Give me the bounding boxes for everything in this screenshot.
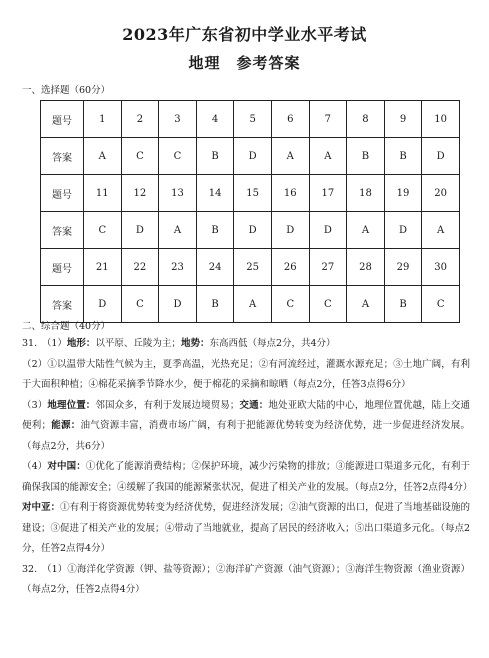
answer-cell: D: [234, 212, 272, 249]
question-number-cell: 4: [196, 101, 234, 138]
question-number-cell: 25: [234, 249, 272, 286]
question-number-cell: 13: [159, 175, 197, 212]
question-number-cell: 14: [196, 175, 234, 212]
answer-row: [41, 212, 460, 249]
answer-cell: A: [347, 286, 385, 323]
question-number-cell: 20: [422, 175, 460, 212]
answer-cell: C: [84, 212, 122, 249]
question-number-cell: 12: [121, 175, 159, 212]
answer-label: 答案: [41, 138, 84, 175]
answer-cell: A: [271, 138, 309, 175]
answer-cell: A: [309, 138, 347, 175]
answer-cell: C: [121, 138, 159, 175]
question-number-cell: 3: [159, 101, 197, 138]
answer-label: 答案: [41, 212, 84, 249]
section2-body: [22, 334, 473, 601]
answer-cell: B: [384, 286, 422, 323]
question-number-cell: 18: [347, 175, 385, 212]
answer-cell: A: [234, 286, 272, 323]
question-number-cell: 30: [422, 249, 460, 286]
answer-cell: D: [159, 286, 197, 323]
q32-part1: 32. （1）①海洋化学资源（钾、盐等资源）；②海洋矿产资源（油气资源）；③海洋生物资源（渔业资源）（每点2分，任答2点得4分）: [22, 563, 470, 595]
answer-cell: C: [422, 286, 460, 323]
answer-cell: D: [84, 286, 122, 323]
answer-row: [41, 138, 460, 175]
question-number-cell: 21: [84, 249, 122, 286]
answer-cell: C: [121, 286, 159, 323]
answer-cell: D: [271, 212, 309, 249]
answer-cell: A: [84, 138, 122, 175]
question-number-label: 题号: [41, 175, 84, 212]
answer-cell: B: [384, 138, 422, 175]
question-number-cell: 26: [271, 249, 309, 286]
question-number-row: [41, 175, 460, 212]
question-number-cell: 22: [121, 249, 159, 286]
q31-part1: 31. （1）地形：以平原、丘陵为主；地势：东高西低（每点2分，共4分）: [22, 338, 336, 349]
answer-cell: A: [159, 212, 197, 249]
answer-cell: D: [309, 212, 347, 249]
question-number-row: [41, 249, 460, 286]
q31-part2: （2）①以温带大陆性气候为主，夏季高温，光热充足；②有河流经过，灌溉水源充足；③土地广阔，有利于大面积种植；④棉花采摘季节降水少，便于棉花的采摘和晾晒（每点2分，任答3点得6分）: [22, 358, 470, 390]
q31-part3: （3）地理位置：邻国众多，有利于发展边境贸易；交通：地处亚欧大陆的中心，地理位置优越，陆上交通便利；能源：油气资源丰富，消费市场广阔，有利于把能源优势转变为经济优势，进一步促进经济发展。（每点2分，共6分）: [22, 399, 470, 452]
question-number-cell: 24: [196, 249, 234, 286]
answer-row: [41, 286, 460, 323]
question-number-cell: 5: [234, 101, 272, 138]
exam-title: 2023年广东省初中学业水平考试: [122, 25, 367, 44]
answer-table: [40, 100, 460, 323]
question-number-cell: 2: [121, 101, 159, 138]
question-number-cell: 8: [347, 101, 385, 138]
answer-cell: C: [271, 286, 309, 323]
answer-cell: A: [347, 212, 385, 249]
answer-cell: B: [196, 138, 234, 175]
q31-part4-central-asia: 对中亚：①有利于将资源优势转变为经济优势，促进经济发展；②油气资源的出口，促进了当地基础设施的建设；③促进了相关产业的发展；④带动了当地就业，提高了居民的经济收入；⑤出口渠道多元化。（每点2分，任答2点得4分）: [22, 502, 470, 554]
answer-cell: B: [196, 212, 234, 249]
answer-cell: C: [309, 286, 347, 323]
answer-label: 答案: [41, 286, 84, 323]
answer-cell: D: [234, 138, 272, 175]
question-number-row: [41, 101, 460, 138]
question-number-cell: 29: [384, 249, 422, 286]
question-number-cell: 28: [347, 249, 385, 286]
question-number-cell: 7: [309, 101, 347, 138]
answer-cell: D: [384, 212, 422, 249]
question-number-cell: 27: [309, 249, 347, 286]
section2-heading: 二、综合题（40分）: [22, 321, 111, 332]
answer-cell: C: [159, 138, 197, 175]
answer-cell: A: [422, 212, 460, 249]
answer-cell: D: [121, 212, 159, 249]
section1-heading: 一、选择题（60分）: [22, 85, 111, 96]
question-number-label: 题号: [41, 249, 84, 286]
answer-cell: B: [347, 138, 385, 175]
question-number-cell: 10: [422, 101, 460, 138]
question-number-cell: 17: [309, 175, 347, 212]
question-number-cell: 19: [384, 175, 422, 212]
q31-part4-china: （4）对中国：①优化了能源消费结构；②保护环境，减少污染物的排放；③能源进口渠道多元化，有利于确保我国的能源安全；④缓解了我国的能源紧张状况，促进了相关产业的发展。（每点2分，任答2点得4分）: [22, 461, 473, 493]
question-number-label: 题号: [41, 101, 84, 138]
question-number-cell: 23: [159, 249, 197, 286]
question-number-cell: 6: [271, 101, 309, 138]
question-number-cell: 9: [384, 101, 422, 138]
exam-subtitle: 地理 参考答案: [188, 54, 301, 72]
question-number-cell: 15: [234, 175, 272, 212]
answer-cell: D: [422, 138, 460, 175]
answer-cell: B: [196, 286, 234, 323]
question-number-cell: 16: [271, 175, 309, 212]
question-number-cell: 1: [84, 101, 122, 138]
question-number-cell: 11: [84, 175, 122, 212]
